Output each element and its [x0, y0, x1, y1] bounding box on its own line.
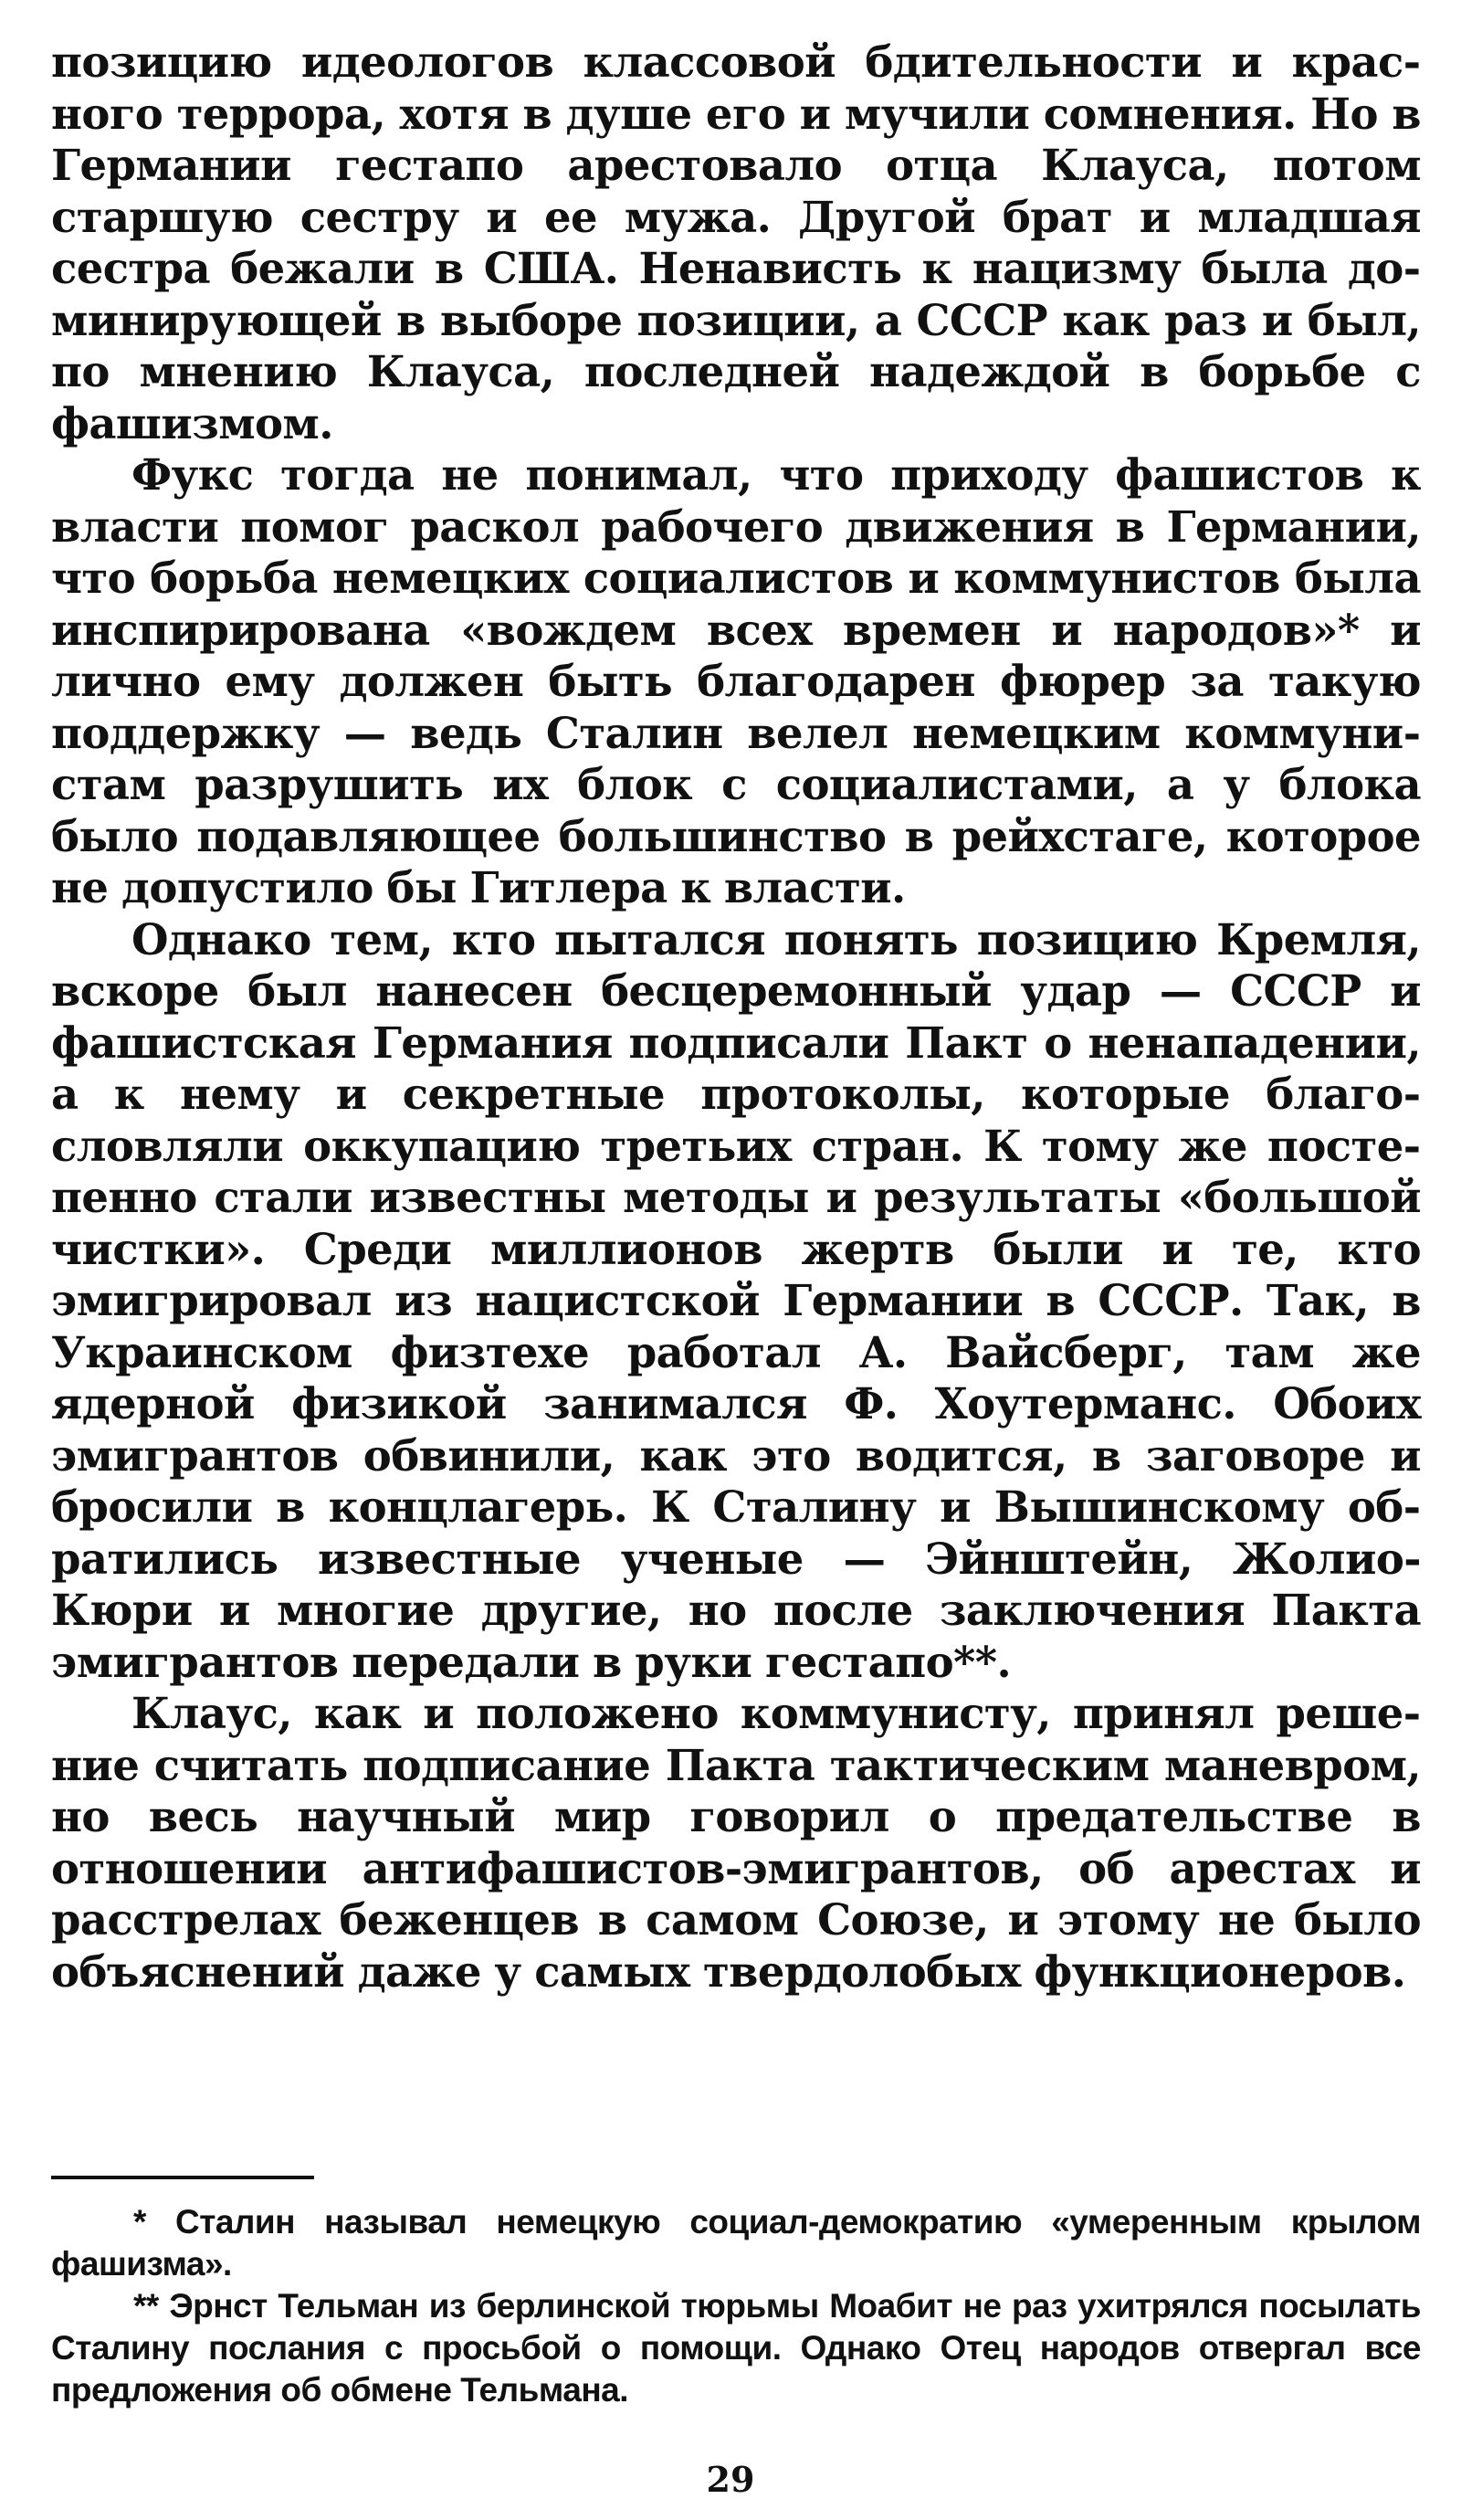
footnote-2: ** Эрнст Тельман из берлинской тюрьмы Моабит не раз ухитрялся посылать Сталину послания с просьбой о помощи. Однако Отец народов отвергал все предложения об обмене Тельмана.	[51, 2287, 1421, 2409]
paragraph-1: позицию идеологов классовой бдительности и красного террора, хотя в душе его и мучили сомнения. Но в Германии гестапо арестовало отца Клауса, потом старшую сестру и ее мужа. Другой брат и младшая сестра бежали в США. Ненависть к нацизму была доминирующей в выборе позиции, а СССР как раз и был, по мнению Клауса, последней надеждой в борьбе с фашизмом.	[51, 37, 1421, 448]
paragraph-4: Клаус, как и положено коммунисту, принял решение считать подписание Пакта тактическим маневром, но весь научный мир говорил о предательстве в отношении антифашистов-эмигрантов, об арестах и расстрелах беженцев в самом Союзе, и этому не было объяснений даже у самых твердолобых функционеров.	[51, 1688, 1421, 1997]
page-number: 29	[706, 2459, 755, 2500]
footnote-separator	[51, 2176, 314, 2179]
footnote-1: * Сталин называл немецкую социал-демократию «умеренным крылом фашизма».	[51, 2203, 1421, 2283]
footnotes	[51, 2201, 1421, 2411]
paragraph-3: Однако тем, кто пытался понять позицию Кремля, вскоре был нанесен бесцеремонный удар — СССР и фашистская Германия подписали Пакт о ненападении, а к нему и секретные протоколы, которые благословляли оккупацию третьих стран. К тому же постепенно стали известны методы и результаты «большой чистки». Среди миллионов жертв были и те, кто эмигрировал из нацистской Германии в СССР. Так, в Украинском физтехе работал А. Вайсберг, там же ядерной физикой занимался Ф. Хоутерманс. Обоих эмигрантов обвинили, как это водится, в заговоре и бросили в концлагерь. К Сталину и Вышинскому обратились известные ученые — Эйнштейн, Жолио-Кюри и многие другие, но после заключения Пакта эмигрантов передали в руки гестапо**.	[51, 913, 1421, 1687]
paragraph-2: Фукс тогда не понимал, что приходу фашистов к власти помог раскол рабочего движения в Германии, что борьба немецких социалистов и коммунистов была инспирирована «вождем всех времен и народов»* и лично ему должен быть благодарен фюрер за такую поддержку — ведь Сталин велел немецким коммунистам разрушить их блок с социалистами, а у блока было подавляющее большинство в рейхстаге, которое не допустило бы Гитлера к власти.	[51, 449, 1421, 912]
body-text	[51, 37, 1421, 1998]
